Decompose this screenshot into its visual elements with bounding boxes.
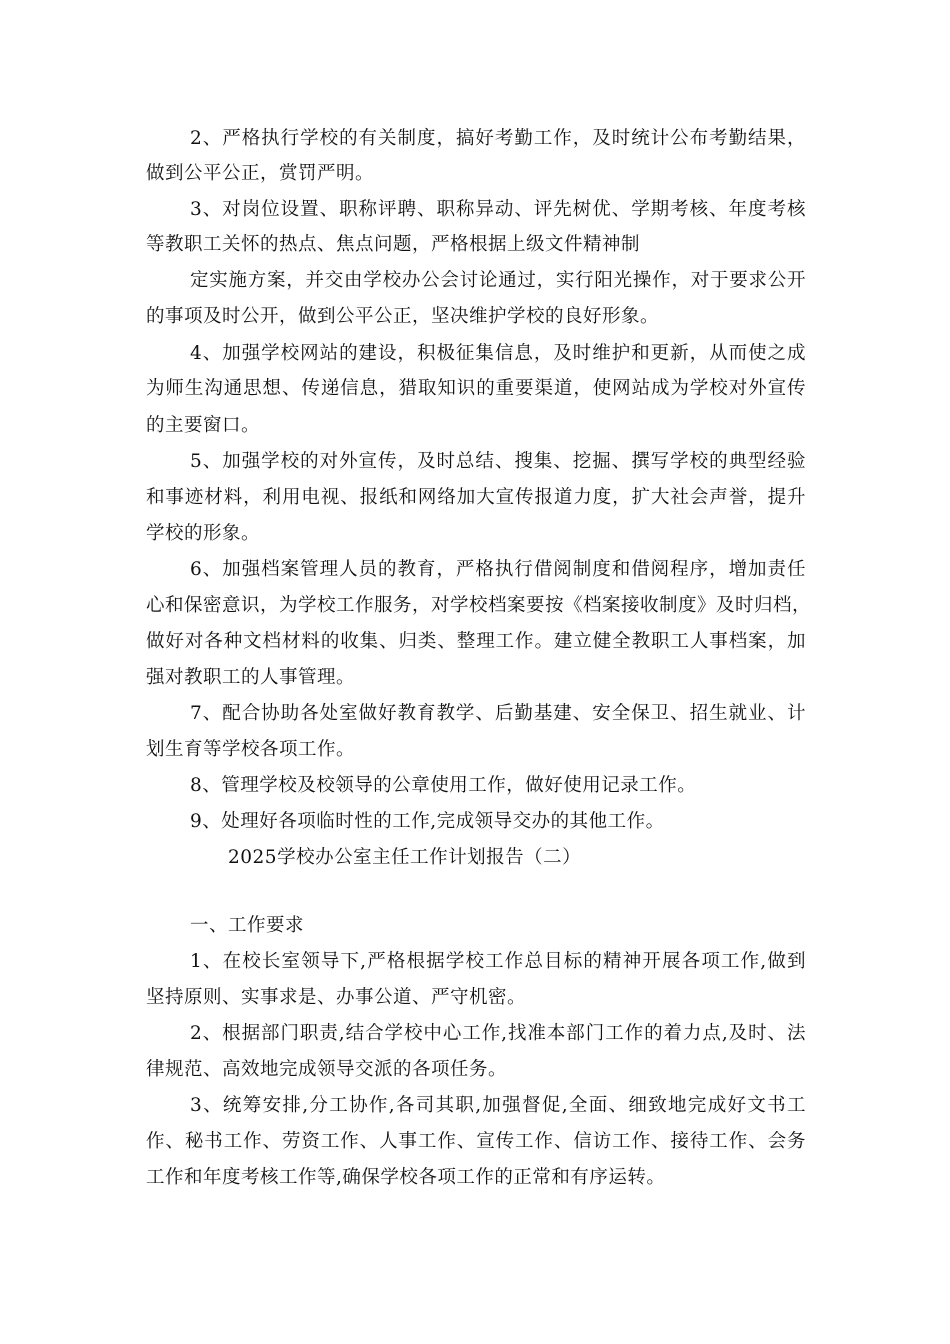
paragraph-line: 作、秘书工作、劳资工作、人事工作、宣传工作、信访工作、接待工作、会务 [146, 1131, 806, 1152]
paragraph-line: 2、根据部门职责,结合学校中心工作,找准本部门工作的着力点,及时、法 [190, 1023, 806, 1044]
paragraph-line: 心和保密意识，为学校工作服务，对学校档案要按《档案接收制度》及时归档， [146, 595, 812, 616]
paragraph-line: 坚持原则、实事求是、办事公道、严守机密。 [146, 987, 527, 1008]
paragraph-line: 强对教职工的人事管理。 [146, 667, 356, 688]
paragraph-line: 定实施方案，并交由学校办公会讨论通过，实行阳光操作，对于要求公开 [190, 270, 806, 291]
paragraph-line: 3、对岗位设置、职称评聘、职称异动、评先树优、学期考核、年度考核 [190, 199, 806, 220]
paragraph-line: 做好对各种文档材料的收集、归类、整理工作。建立健全教职工人事档案，加 [146, 631, 806, 652]
section-heading: 一、工作要求 [190, 915, 305, 936]
paragraph-line: 2、严格执行学校的有关制度，搞好考勤工作，及时统计公布考勤结果， [190, 128, 806, 149]
paragraph-line: 划生育等学校各项工作。 [146, 739, 356, 760]
paragraph-line: 3、统筹安排,分工协作,各司其职,加强督促,全面、细致地完成好文书工 [190, 1095, 806, 1116]
paragraph-line: 为师生沟通思想、传递信息，猎取知识的重要渠道，使网站成为学校对外宣传 [146, 378, 806, 399]
paragraph-line: 1、在校长室领导下,严格根据学校工作总目标的精神开展各项工作,做到 [190, 951, 806, 972]
paragraph-line: 8、管理学校及校领导的公章使用工作，做好使用记录工作。 [190, 775, 697, 796]
paragraph-line: 4、加强学校网站的建设，积极征集信息，及时维护和更新，从而使之成 [190, 343, 806, 364]
paragraph-line: 9、处理好各项临时性的工作,完成领导交办的其他工作。 [190, 811, 665, 832]
paragraph-line: 的事项及时公开，做到公平公正，坚决维护学校的良好形象。 [146, 306, 660, 327]
paragraph-line: 等教职工关怀的热点、焦点问题，严格根据上级文件精神制 [146, 234, 641, 255]
paragraph-line: 律规范、高效地完成领导交派的各项任务。 [146, 1059, 508, 1080]
paragraph-line: 6、加强档案管理人员的教育，严格执行借阅制度和借阅程序，增加责任 [190, 559, 806, 580]
paragraph-line: 和事迹材料，利用电视、报纸和网络加大宣传报道力度，扩大社会声誉，提升 [146, 487, 806, 508]
section-title: 2025学校办公室主任工作计划报告（二） [228, 847, 582, 868]
paragraph-line: 工作和年度考核工作等,确保学校各项工作的正常和有序运转。 [146, 1167, 666, 1188]
paragraph-line: 7、配合协助各处室做好教育教学、后勤基建、安全保卫、招生就业、计 [190, 703, 806, 724]
paragraph-line: 的主要窗口。 [146, 415, 261, 436]
paragraph-line: 5、加强学校的对外宣传，及时总结、搜集、挖掘、撰写学校的典型经验 [190, 451, 806, 472]
paragraph-line: 做到公平公正，赏罚严明。 [146, 163, 375, 184]
paragraph-line: 学校的形象。 [146, 523, 261, 544]
